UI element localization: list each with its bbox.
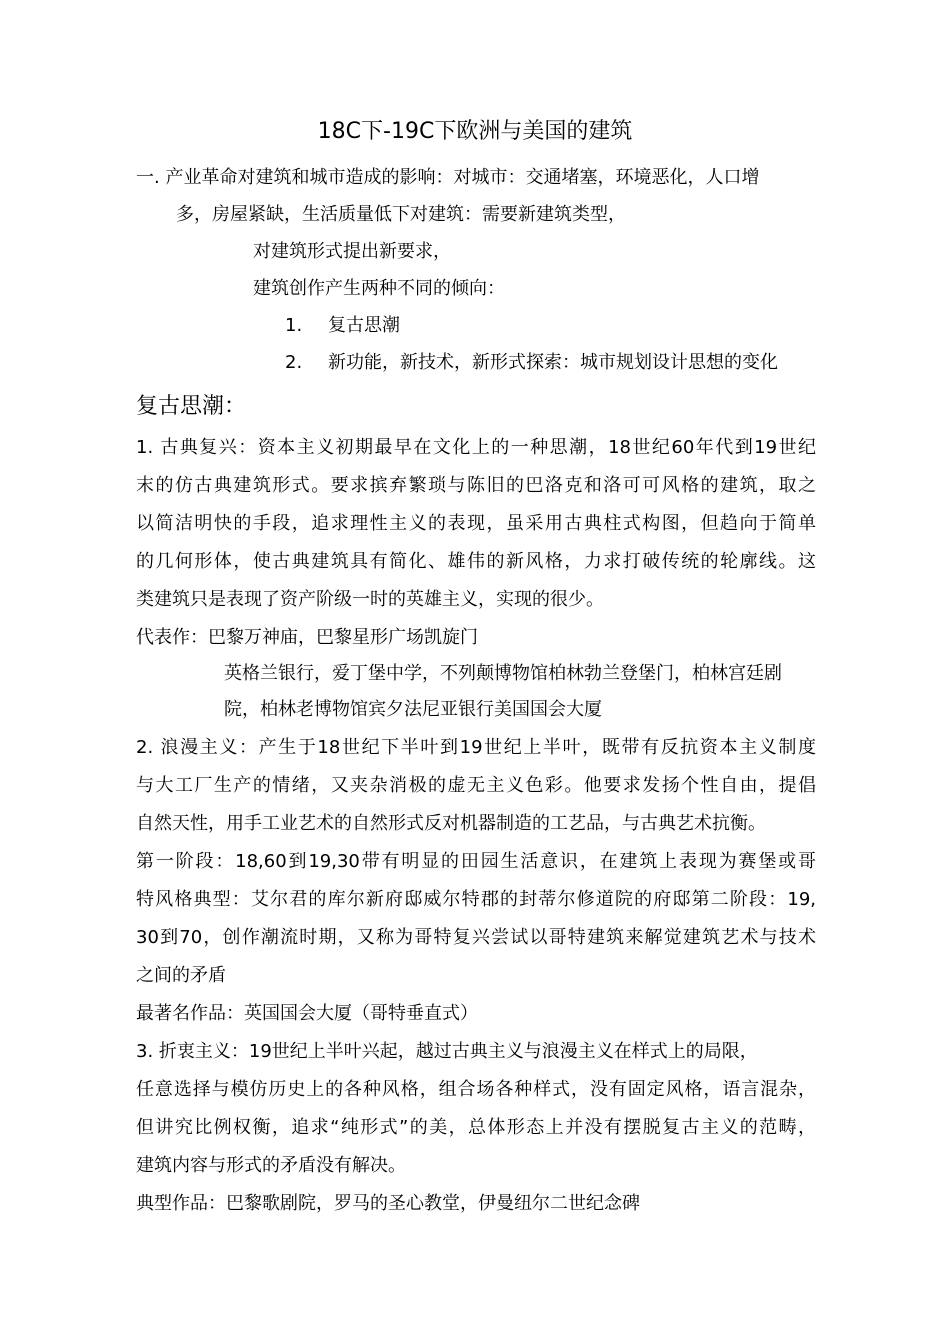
revival-heading: 复古思潮： xyxy=(136,394,247,419)
eclectic-typical-works: 典型作品：巴黎歌剧院，罗马的圣心教堂，伊曼纽尔二世纪念碑 xyxy=(136,1193,640,1214)
classical-line-3: 以简洁明快的手段，追求理性主义的表现，虽采用古典柱式构图，但趋向于简单 xyxy=(136,513,816,534)
romantic-line-7: 之间的矛盾 xyxy=(136,965,226,986)
list-item-number-2: 2. xyxy=(285,352,303,373)
classical-line-1: 1. 古典复兴：资本主义初期最早在文化上的一种思潮，18世纪60年代到19世纪 xyxy=(136,437,816,458)
romantic-line-5: 特风格典型：艾尔君的库尔新府邸威尔特郡的封蒂尔修道院的府邸第二阶段：19, xyxy=(136,889,816,910)
section1-line-1: 一. 产业革命对建筑和城市造成的影响：对城市：交通堵塞，环境恶化，人口增 xyxy=(136,167,760,188)
eclectic-line-4: 建筑内容与形式的矛盾没有解决。 xyxy=(136,1155,406,1176)
romantic-line-6: 30到70，创作潮流时期，又称为哥特复兴尝试以哥特建筑来解觉建筑艺术与技术 xyxy=(136,927,816,948)
eclectic-line-3: 但讲究比例权衡，追求“纯形式”的美，总体形态上并没有摆脱复古主义的范畴， xyxy=(136,1117,816,1138)
eclectic-line-2: 任意选择与模仿历史上的各种风格，组合场各种样式，没有固定风格，语言混杂， xyxy=(136,1079,816,1100)
romantic-line-3: 自然天性，用手工业艺术的自然形式反对机器制造的工艺品，与古典艺术抗衡。 xyxy=(136,813,766,834)
romantic-famous-work: 最著名作品：英国国会大厦（哥特垂直式） xyxy=(136,1003,478,1024)
list-item-text-1: 复古思潮 xyxy=(328,315,400,336)
section1-line-4: 建筑创作产生两种不同的倾向： xyxy=(253,278,505,299)
classical-line-2: 末的仿古典建筑形式。要求摈弃繁琐与陈旧的巴洛克和洛可可风格的建筑，取之 xyxy=(136,475,816,496)
list-item-text-2: 新功能，新技术，新形式探索：城市规划设计思想的变化 xyxy=(328,352,778,373)
classical-line-5: 类建筑只是表现了资产阶级一时的英雄主义，实现的很少。 xyxy=(136,589,604,610)
classical-works-line-3: 院，柏林老博物馆宾夕法尼亚银行美国国会大厦 xyxy=(224,699,602,720)
romantic-line-1: 2. 浪漫主义：产生于18世纪下半叶到19世纪上半叶，既带有反抗资本主义制度 xyxy=(136,737,816,758)
classical-representative-works: 代表作：巴黎万神庙，巴黎星形广场凯旋门 xyxy=(136,627,478,648)
classical-line-4: 的几何形体，使古典建筑具有简化、雄伟的新风格，力求打破传统的轮廓线。这 xyxy=(136,551,816,572)
romantic-line-2: 与大工厂生产的情绪，又夹杂消极的虚无主义色彩。他要求发扬个性自由，提倡 xyxy=(136,775,816,796)
section1-line-3: 对建筑形式提出新要求， xyxy=(253,241,451,262)
eclectic-line-1: 3. 折衷主义：19世纪上半叶兴起，越过古典主义与浪漫主义在样式上的局限， xyxy=(136,1041,758,1062)
classical-works-line-2: 英格兰银行，爱丁堡中学，不列颠博物馆柏林勃兰登堡门，柏林宫廷剧 xyxy=(224,663,782,684)
section1-line-2: 多，房屋紧缺，生活质量低下对建筑：需要新建筑类型， xyxy=(176,204,626,225)
list-item-number-1: 1. xyxy=(285,315,303,336)
romantic-line-4: 第一阶段：18,60到19,30带有明显的田园生活意识，在建筑上表现为赛堡或哥 xyxy=(136,851,816,872)
page-title: 18C下-19C下欧洲与美国的建筑 xyxy=(317,119,633,144)
